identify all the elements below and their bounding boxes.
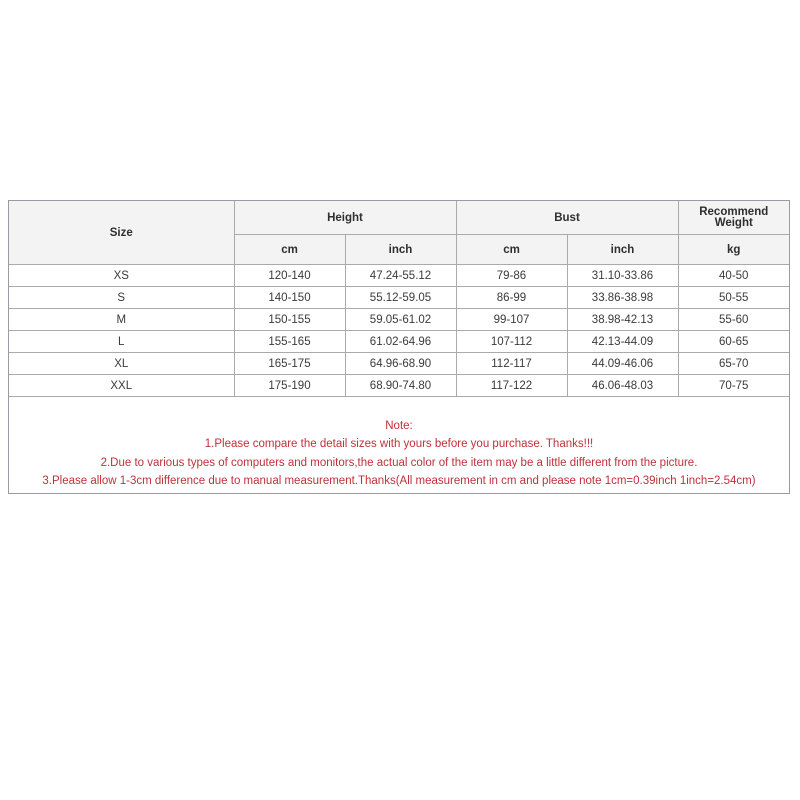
unit-header: inch <box>345 235 456 265</box>
height-inch-cell: 59.05-61.02 <box>345 309 456 331</box>
table-row <box>9 309 789 331</box>
bust-cm-cell: 112-117 <box>456 353 567 375</box>
weight-kg-cell: 60-65 <box>678 331 789 353</box>
weight-column-header: Recommend Weight <box>678 201 789 235</box>
note-line: 3.Please allow 1-3cm difference due to manual measurement.Thanks(All measurement in cm and please note 1cm=0.39inch 1inch=2.54cm) <box>42 474 756 487</box>
table-row <box>9 375 789 397</box>
height-inch-cell: 55.12-59.05 <box>345 287 456 309</box>
bust-inch-cell: 31.10-33.86 <box>567 265 678 287</box>
note-line: 1.Please compare the detail sizes with yours before you purchase. Thanks!!! <box>204 438 594 451</box>
note-line: 2.Due to various types of computers and monitors,the actual color of the item may be a little different from the picture. <box>100 456 698 469</box>
size-chart <box>8 200 790 494</box>
bust-inch-cell: 38.98-42.13 <box>567 309 678 331</box>
unit-header: inch <box>567 235 678 265</box>
weight-kg-cell: 50-55 <box>678 287 789 309</box>
bust-cm-cell: 117-122 <box>456 375 567 397</box>
notes-title: Note: <box>385 420 413 432</box>
size-table <box>9 201 789 396</box>
unit-header: kg <box>678 235 789 265</box>
table-row <box>9 353 789 375</box>
height-cm-cell: 155-165 <box>234 331 345 353</box>
height-cm-cell: 120-140 <box>234 265 345 287</box>
table-row <box>9 287 789 309</box>
bust-inch-cell: 42.13-44.09 <box>567 331 678 353</box>
bust-inch-cell: 44.09-46.06 <box>567 353 678 375</box>
height-inch-cell: 61.02-64.96 <box>345 331 456 353</box>
unit-header: cm <box>234 235 345 265</box>
size-cell: L <box>9 331 234 353</box>
size-cell: S <box>9 287 234 309</box>
table-row <box>9 331 789 353</box>
height-inch-cell: 68.90-74.80 <box>345 375 456 397</box>
height-inch-cell: 64.96-68.90 <box>345 353 456 375</box>
table-row <box>9 265 789 287</box>
weight-kg-cell: 70-75 <box>678 375 789 397</box>
bust-cm-cell: 107-112 <box>456 331 567 353</box>
size-table-body <box>9 265 789 397</box>
bust-inch-cell: 46.06-48.03 <box>567 375 678 397</box>
height-cm-cell: 175-190 <box>234 375 345 397</box>
size-cell: XL <box>9 353 234 375</box>
height-inch-cell: 47.24-55.12 <box>345 265 456 287</box>
bust-column-header: Bust <box>456 201 678 235</box>
size-cell: XS <box>9 265 234 287</box>
weight-kg-cell: 55-60 <box>678 309 789 331</box>
size-cell: M <box>9 309 234 331</box>
bust-inch-cell: 33.86-38.98 <box>567 287 678 309</box>
height-cm-cell: 140-150 <box>234 287 345 309</box>
weight-kg-cell: 40-50 <box>678 265 789 287</box>
height-cm-cell: 150-155 <box>234 309 345 331</box>
height-column-header: Height <box>234 201 456 235</box>
weight-kg-cell: 65-70 <box>678 353 789 375</box>
notes-section <box>9 396 789 493</box>
bust-cm-cell: 86-99 <box>456 287 567 309</box>
height-cm-cell: 165-175 <box>234 353 345 375</box>
size-column-header: Size <box>9 201 234 265</box>
bust-cm-cell: 79-86 <box>456 265 567 287</box>
unit-header: cm <box>456 235 567 265</box>
size-cell: XXL <box>9 375 234 397</box>
bust-cm-cell: 99-107 <box>456 309 567 331</box>
